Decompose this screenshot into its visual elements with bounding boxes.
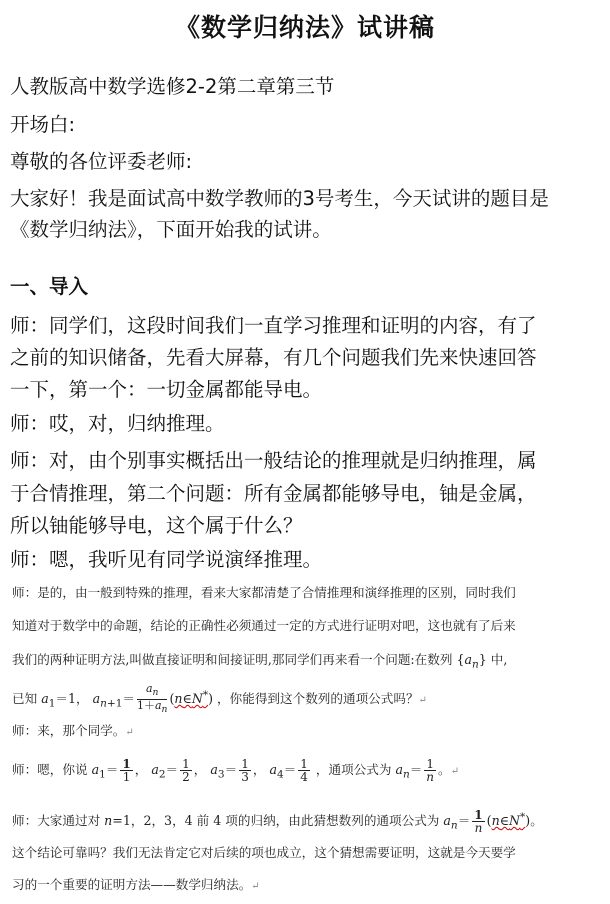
intro-line-1: 大家好！我是面试高中数学教师的3号考生，今天试讲的题目是 xyxy=(10,187,549,210)
transcript-line: 这个结论可靠吗？我们无法肯定它对后续的项也成立，这个猜想需要证明，这就是今天要学 xyxy=(12,845,516,860)
transcript-line: 师：来，那个同学。↵ xyxy=(12,723,134,738)
teacher-line: 于合情推理，第二个问题：所有金属都能够导电，铀是金属， xyxy=(10,482,537,505)
teacher-line: 所以铀能够导电，这个属于什么？ xyxy=(10,514,303,537)
teacher-line: 师：同学们，这段时间我们一直学习推理和证明的内容，有了 xyxy=(10,314,537,337)
formula-general-term: $a_n=$ $\frac{1}{n}$ xyxy=(395,757,435,784)
teacher-line: 师：嗯，我听见有同学说演绎推理。 xyxy=(10,548,323,571)
teacher-line: 师：哎，对，归纳推理。 xyxy=(10,412,225,435)
section-heading: 一、导入 xyxy=(10,275,89,298)
teacher-line: 一下，第一个：一切金属都能导电。 xyxy=(10,378,323,401)
paragraph-mark-icon: ↵ xyxy=(418,695,427,707)
formula-terms: $a_1=$ $\frac{1}{1}$ ， $a_2=$ $\frac{1}{2}$ ， $a_3=$ $\frac{1}{3}$ ， $a_4=$ $\frac{1}{4}$ xyxy=(91,757,308,784)
paragraph-mark-icon: ↵ xyxy=(450,766,459,777)
sequence-notation: $\{a_n\}$ xyxy=(456,652,487,671)
formula-conjecture: $a_n=$ $\frac{1}{n}$ (n∈N*) xyxy=(443,808,531,836)
formula-recurrence: $a_{n+1}=$ $\frac{a_n}{1+a_n}$ (n∈N*) xyxy=(92,682,214,716)
teacher-line: 之前的知识储备，先看大屏幕，有几个问题我们先来快速回答 xyxy=(10,346,537,369)
opening-label: 开场白: xyxy=(10,113,76,136)
transcript-line: 师：大家通过对 n=1，2，3，4 前 4 项的归纳，由此猜想数列的通项公式为 $a_n=$ $\frac{1}{n}$ (n∈N*)。 xyxy=(12,808,543,836)
transcript-line: 习的一个重要的证明方法——数学归纳法。↵ xyxy=(12,877,260,892)
paragraph-mark-icon: ↵ xyxy=(251,881,260,892)
teacher-line: 师：对，由个别事实概括出一般结论的推理就是归纳推理，属 xyxy=(10,449,537,472)
intro-line-2: 《数学归纳法》，下面开始我的试讲。 xyxy=(10,218,332,241)
formula-a1: $a_1=1$， xyxy=(41,691,89,710)
textbook-line: 人教版高中数学选修2-2第二章第三节 xyxy=(10,75,335,98)
paragraph-mark-icon: ↵ xyxy=(125,727,134,738)
transcript-line: 师：嗯，你说 $a_1=$ $\frac{1}{1}$ ， $a_2=$ $\frac{1}{2}$ ， $a_3=$ $\frac{1}{3}$ ， $a_4=$ $\frac{1}{4}$ ，通项公式为 $a_n=$ $\frac{1}{n}$ 。↵ xyxy=(12,757,459,784)
page-title: 《数学归纳法》试讲稿 xyxy=(174,13,435,42)
transcript-line: 师：是的，由一般到特殊的推理，看来大家都清楚了合情推理和演绎推理的区别，同时我们 xyxy=(12,585,516,600)
transcript-line: 已知 $a_1=1$， $a_{n+1}=$ $\frac{a_n}{1+a_n}$ (n∈N*) ，你能得到这个数列的通项公式吗？↵ xyxy=(12,682,427,716)
greeting: 尊敬的各位评委老师: xyxy=(10,150,193,173)
transcript-line: 我们的两种证明方法,叫做直接证明和间接证明,那同学们再来看一个问题:在数列 $\{a_n\}$ 中, xyxy=(12,652,508,671)
transcript-line: 知道对于数学中的命题，结论的正确性必须通过一定的方式进行证明对吧，这也就有了后来 xyxy=(12,618,516,633)
